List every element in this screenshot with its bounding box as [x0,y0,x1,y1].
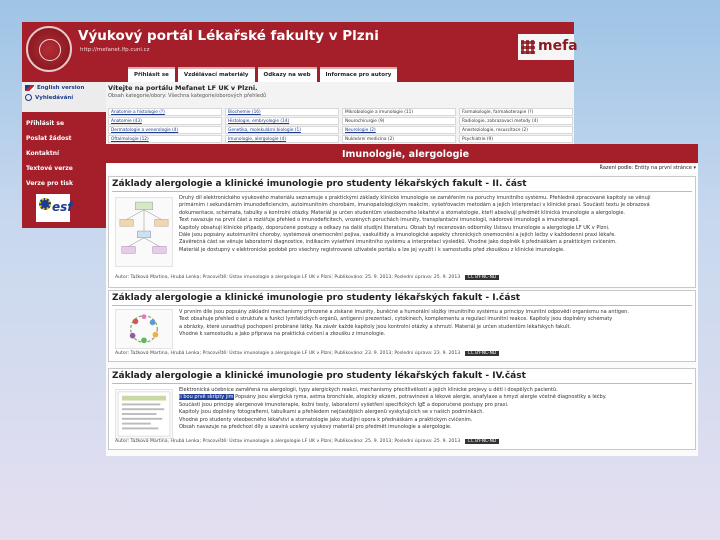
description-line: Kapitoly obsahují klinické případy, doporučené postupy a odkazy na další studijní literaturu. Obsah byl recenzován odborníky Ústavu imunologie a alergologie LF UK v Plzni. [179,224,610,231]
divider [112,191,692,192]
material-description [179,387,691,431]
material-description [179,195,691,254]
category-link[interactable]: Anesteziologie, resuscitace (2) [459,126,573,134]
description-line: Vhodné pro studenty všeobecného lékařství a stomatologie jako studijní opora k přednáškám a praktickým cvičením. [179,416,473,423]
faculty-seal-icon [26,26,72,72]
sort-bar [106,164,698,173]
topnav-links[interactable]: Odkazy na web [258,67,317,82]
top-navigation [128,67,397,82]
description-text: Popsány jsou alergická rýma, astma bronchiale, atopický ekzém, potravinové a lékové alergie, anafylaxe a hmyzí alergie včetně diagnostiky a léčby. [235,394,607,401]
description-line: Text obsahuje přehled o struktuře a funkci lymfatických orgánů, antigenní prezentaci, cytokinech, komplementu a regulaci imunitní reakce. Kapitoly jsou doplněny schématy [179,316,613,323]
category-link[interactable]: Nukleární medicína (2) [342,135,456,143]
topnav-materials[interactable]: Vzdělávací materiály [178,67,255,82]
material-title[interactable]: Základy alergologie a klinické imunologie pro studenty lékařských fakult - I.část [112,293,521,303]
illustration-thumbnail[interactable] [115,309,173,349]
sidebar-item-login[interactable]: Přihlásit se [26,120,65,127]
category-link[interactable]: Radiologie, zobrazovací metody (4) [459,117,573,125]
mefanet-logo-text: mefa [538,38,578,54]
material-title[interactable]: Základy alergologie a klinické imunologie pro studenty lékařských fakult - II. část [112,179,527,189]
category-title: Imunologie, alergologie [342,149,470,160]
topnav-login[interactable]: Přihlásit se [128,67,175,82]
sidebar-item-request[interactable]: Poslat žádost [26,135,72,142]
portal-title: Výukový portál Lékařské fakulty v Plzni [78,28,379,44]
divider [112,305,692,306]
category-link[interactable]: Anatomie (43) [108,117,222,125]
description-line: V prvním díle jsou popsány základní mechanismy přirozené a získané imunity, buněčné a humorální složky imunitního systému a principy imunitní odpovědi organismu na antigen. [179,309,629,315]
category-link[interactable]: Mikrobiologie a imunologie (11) [342,108,456,116]
category-grid [108,108,574,143]
uk-flag-icon [25,85,34,91]
category-link[interactable]: Psychiatrie (9) [459,135,573,143]
divider [112,383,692,384]
sidebar-item-contacts[interactable]: Kontaktní [26,150,60,157]
material-card [108,176,696,288]
category-link[interactable]: Genetika, molekulární biologie (1) [225,126,339,134]
portal-url[interactable]: http://mefanet.lfp.cuni.cz [80,47,150,53]
welcome-title: Vítejte na portálu Mefanet LF UK v Plzni. [108,84,258,92]
category-link[interactable]: Oftalmologie (12) [108,135,222,143]
description-line [179,387,691,394]
description-line: Text navazuje na první část a rozšiřuje přehled o imunodeficitech, vrozených poruchách imunity, transplantační imunologii, nádorové imunologii a imunoterapii. [179,217,580,224]
license-badge[interactable]: CC BY-NC-ND [465,275,500,280]
meta-text: Autor: Tažková Martina, Hrubá Lenka; Pracoviště: Ústav imunologie a alergologie LF UK v Plzni; Publikováno: 23. 9. 2013; Poslední úprava: 23. 9. 2013 [115,351,461,356]
description-line: Dále jsou popsány autoimunitní choroby, systémová onemocnění pojiva, vaskulitidy a imunologické aspekty chronických onemocnění a jejich léčby v každodenní praxi lékaře. [179,231,616,238]
category-link[interactable]: Imunologie, alergologie (4) [225,135,339,143]
portal-banner [22,22,578,82]
welcome-block [108,84,266,99]
description-line: Materiál je dostupný v elektronické podobě pro všechny registrované uživatele portálu a lze jej využít i k samostudiu před zkouškou z klinické imunologie. [179,246,565,253]
document-thumbnail[interactable] [115,389,173,439]
eu-stars-icon [39,198,51,210]
material-meta [115,275,499,280]
description-text: Elektronická učebnice zaměřená na alergologii, typy alergických reakcí, mechanismy přecitlivělosti a jejich klinické projevy u dětí i dospělých pacientů. [179,387,558,393]
description-line: Obsah navazuje na předchozí díly a uzavírá ucelený výukový materiál pro předmět imunologie a alergologie. [179,423,452,430]
language-box [22,82,106,112]
english-version-label: English version [37,85,85,91]
description-line: Závěrečná část se věnuje laboratorní diagnostice, indikacím vyšetření imunitního systému a interpretaci výsledků. Vhodné jako doplněk k přednáškám a praktickým cvičením. [179,239,617,246]
category-link[interactable]: Biochemie (16) [225,108,339,116]
description-line: Druhý díl elektronického výukového materiálu seznamuje s praktickými základy klinické imunologie se zaměřením na poruchy imunitního systému. Přehledně zpracované kapitoly se věnují [179,195,651,201]
material-meta [115,439,499,444]
category-link[interactable]: Anatomie a histologie (?) [108,108,222,116]
license-badge[interactable]: CC BY-NC-ND [465,439,500,444]
description-line: Kapitoly jsou doplněny fotografiemi, tabulkami a přehledem nejčastějších alergenů vyskytujících se v našich podmínkách. [179,409,484,416]
material-meta [115,351,499,356]
meta-text: Autor: Tažková Martina, Hrubá Lenka; Pracoviště: Ústav imunologie a alergologie LF UK v Plzni; Publikováno: 25. 9. 2013; Poslední úprava: 25. 9. 2013 [115,275,461,280]
description-line: a obrázky, které usnadňují pochopení probírané látky. Na závěr každé kapitoly jsou kontrolní otázky a shrnutí. Materiál je určen studentům lékařských fakult. [179,323,572,330]
category-link[interactable]: Neurologie (2) [342,126,456,134]
description-line [179,394,691,401]
category-link[interactable]: Neurochirurgie (9) [342,117,456,125]
category-page [106,144,698,456]
material-description [179,309,691,339]
esf-logo [36,194,73,222]
description-line: Součástí jsou principy alergenové imunoterapie, kožní testy, laboratorní vyšetření specifických IgE a doporučené postupy pro praxi. [179,401,509,408]
material-title[interactable]: Základy alergologie a klinické imunologie pro studenty lékařských fakult - IV.část [112,371,526,381]
category-header [106,144,698,163]
sidebar-item-text-version[interactable]: Textové verze [26,165,73,172]
category-link[interactable]: Histologie, embryologie (14) [225,117,339,125]
mefanet-logo[interactable] [518,34,578,60]
description-line: Vhodné k samostudiu a jako příprava na praktická cvičení a zkoušku z imunologie. [179,331,386,338]
material-card [108,290,696,362]
search-highlight: ji bou prvě skripty jim [179,394,234,401]
topnav-authors[interactable]: Informace pro autory [320,67,398,82]
description-line: primárním i sekundárním imunodeficiencím, autoimunitním chorobám, imunopatologickým reakcím, vyšetřovacím metodám a jejich interpretaci v klinické praxi. Součástí textu je obrazová [179,202,650,209]
mefanet-grid-icon [521,40,535,54]
category-link[interactable]: Dermatologie a venerologie (4) [108,126,222,134]
sort-select[interactable]: Řazení podle: Entity na první stránce ▾ [599,165,696,171]
welcome-subtitle: Obsah kategorie/obory: Všechna kategorie/oborových přehledů [108,93,267,99]
esf-logo-text: esf [52,200,73,214]
search-icon [25,94,32,101]
search-link[interactable] [22,91,106,101]
left-sidebar [22,82,106,228]
diagram-thumbnail[interactable] [115,197,173,267]
sidebar-item-print-version[interactable]: Verze pro tisk [26,180,73,187]
search-label: Vyhledávání [35,94,74,101]
license-badge[interactable]: CC BY-NC-ND [465,351,500,356]
meta-text: Autor: Tažková Martina, Hrubá Lenka; Pracoviště: Ústav imunologie a alergologie LF UK v Plzni; Publikováno: 25. 9. 2013; Poslední úprava: 25. 9. 2013 [115,439,461,444]
english-version-link[interactable] [22,82,106,91]
category-link[interactable]: Farmakologie, farmakoterapie (?) [459,108,573,116]
description-line: dokumentace, schémata, tabulky a kontrolní otázky. Materiál je určen studentům všeobecného lékařství a stomatologie, kteří absolvují předmět klinická imunologie a alergologie. [179,209,626,216]
material-card [108,368,696,450]
